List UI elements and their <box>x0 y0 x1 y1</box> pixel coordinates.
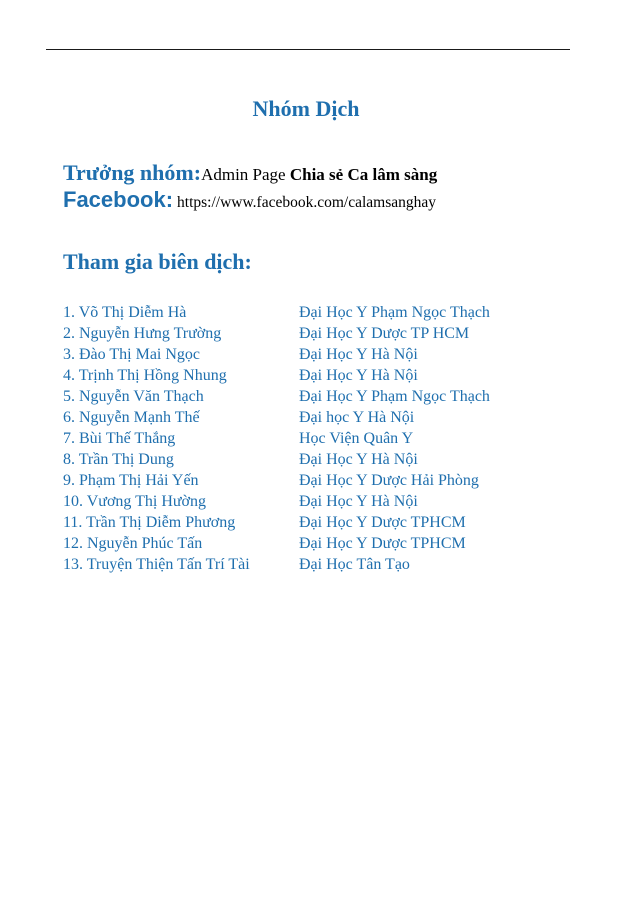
member-school: Đại Học Y Phạm Ngọc Thạch <box>299 304 490 321</box>
leader-value-bold: Chia sẻ Ca lâm sàng <box>289 165 438 184</box>
facebook-line <box>63 187 436 213</box>
member-school: Đại Học Tân Tạo <box>299 556 410 573</box>
member-school: Đại học Y Hà Nội <box>299 409 415 426</box>
member-school: Đại Học Y Dược TPHCM <box>299 535 466 552</box>
member-name: 8. Trần Thị Dung <box>63 451 174 468</box>
top-divider <box>46 49 570 50</box>
member-name: 3. Đào Thị Mai Ngọc <box>63 346 201 363</box>
leader-label: Trưởng nhóm: <box>63 160 202 185</box>
facebook-link[interactable]: https://www.facebook.com/calamsanghay <box>177 194 437 211</box>
facebook-label: Facebook: <box>63 187 174 212</box>
member-school: Đại Học Y Phạm Ngọc Thạch <box>299 388 490 405</box>
member-school: Đại Học Y Dược TP HCM <box>299 325 470 342</box>
leader-line <box>63 160 437 186</box>
member-school: Đại Học Y Hà Nội <box>299 493 418 510</box>
member-name: 4. Trịnh Thị Hồng Nhung <box>63 367 227 384</box>
member-school: Đại Học Y Hà Nội <box>299 451 418 468</box>
member-name: 9. Phạm Thị Hải Yến <box>63 472 199 489</box>
member-school: Đại Học Y Dược TPHCM <box>299 514 466 531</box>
member-name: 11. Trần Thị Diễm Phương <box>63 514 236 531</box>
member-name: 5. Nguyễn Văn Thạch <box>63 388 204 405</box>
member-name: 12. Nguyễn Phúc Tấn <box>63 535 203 552</box>
member-school: Học Viện Quân Y <box>299 430 414 447</box>
page-title: Nhóm Dịch <box>252 96 360 121</box>
member-school: Đại Học Y Dược Hải Phòng <box>299 472 479 489</box>
member-name: 7. Bùi Thế Thắng <box>63 430 176 447</box>
member-school: Đại Học Y Hà Nội <box>299 346 418 363</box>
section-title: Tham gia biên dịch: <box>63 249 252 274</box>
member-name: 2. Nguyễn Hưng Trường <box>63 325 222 342</box>
member-name: 1. Võ Thị Diễm Hà <box>63 304 187 321</box>
member-name: 6. Nguyễn Mạnh Thế <box>63 409 200 426</box>
member-name: 10. Vương Thị Hường <box>63 493 207 510</box>
member-school: Đại Học Y Hà Nội <box>299 367 418 384</box>
member-name: 13. Truyện Thiện Tấn Trí Tài <box>63 556 250 573</box>
leader-value-plain: Admin Page <box>201 165 290 184</box>
